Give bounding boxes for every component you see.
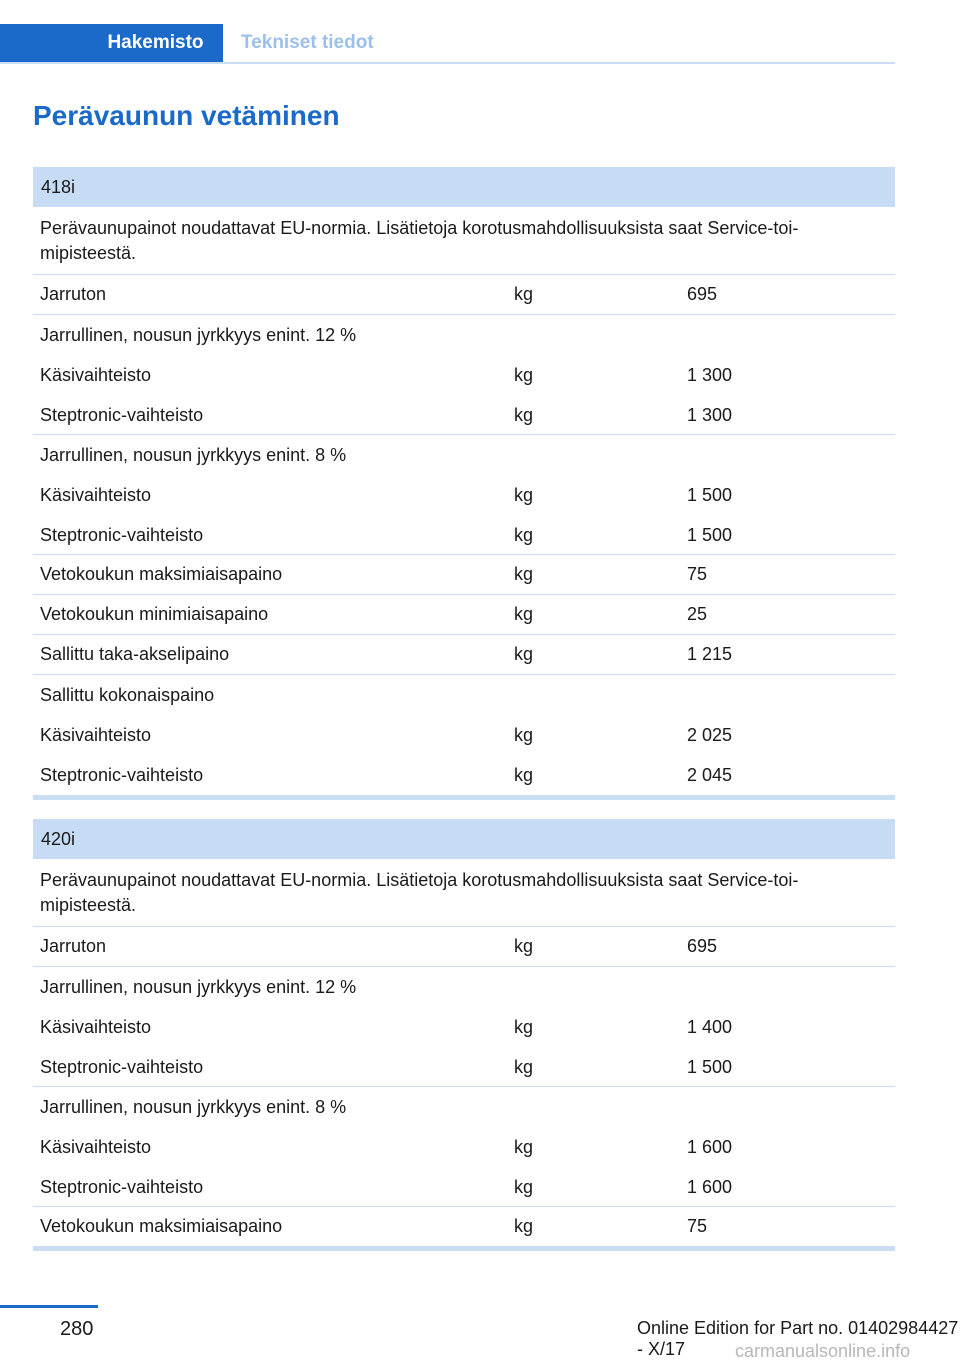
row-unit: kg: [514, 644, 534, 664]
top-navigation: [0, 24, 895, 64]
row-unit: kg: [514, 1017, 534, 1037]
table-row: [33, 635, 895, 675]
row-label: Steptronic-vaihteisto: [40, 405, 204, 425]
row-unit: kg: [514, 1177, 534, 1197]
row-label: Steptronic-vaihteisto: [40, 1177, 204, 1197]
table-row: [33, 555, 895, 595]
row-label: Steptronic-vaihteisto: [40, 765, 204, 785]
table-row: [33, 395, 895, 435]
row-label: Sallittu taka-akselipaino: [40, 644, 230, 664]
table-row: [33, 675, 895, 715]
row-label: Käsivaihteisto: [40, 725, 152, 745]
spec-table-420i: [33, 819, 895, 1251]
edition-note: Online Edition for Part no. 01402984427 - X/17: [637, 1318, 959, 1359]
row-value: 695: [687, 936, 718, 956]
table-row: [33, 435, 895, 475]
row-label: Vetokoukun maksimiaisapaino: [40, 1216, 283, 1236]
row-value: 2 025: [687, 725, 733, 745]
row-unit: kg: [514, 284, 534, 304]
table-row: [33, 1047, 895, 1087]
table-model-header: 420i: [33, 819, 895, 859]
table-row: [33, 475, 895, 515]
row-label: Käsivaihteisto: [40, 1017, 152, 1037]
row-unit: kg: [514, 1216, 534, 1236]
spec-table-418i: [33, 167, 895, 800]
row-label: Jarrullinen, nousun jyrkkyys enint. 12 %: [40, 977, 357, 997]
row-unit: kg: [514, 765, 534, 785]
table-row: [33, 927, 895, 967]
table-end-rule: [33, 1246, 895, 1251]
row-label: Jarruton: [40, 284, 107, 304]
table-row: [33, 967, 895, 1007]
footer-accent-line: [0, 1305, 98, 1308]
table-row: [33, 1127, 895, 1167]
table-note: Perävaunupainot noudattavat EU-normia. Lisätietoja korotusmahdollisuuksista saat Service-toi-mipisteestä.: [33, 207, 895, 275]
row-unit: kg: [514, 936, 534, 956]
table-note: Perävaunupainot noudattavat EU-normia. Lisätietoja korotusmahdollisuuksista saat Service-toi-mipisteestä.: [33, 859, 895, 927]
row-value: 1 500: [687, 485, 733, 505]
row-label: Steptronic-vaihteisto: [40, 525, 204, 545]
table-row: [33, 1007, 895, 1047]
row-value: 1 600: [687, 1177, 733, 1197]
table-row: [33, 715, 895, 755]
row-value: 1 215: [687, 644, 733, 664]
row-unit: kg: [514, 405, 534, 425]
page-number: 280: [60, 1318, 94, 1340]
row-label: Jarrullinen, nousun jyrkkyys enint. 8 %: [40, 1097, 347, 1117]
row-label: Käsivaihteisto: [40, 1137, 152, 1157]
table-end-rule: [33, 795, 895, 800]
table-row: [33, 1167, 895, 1207]
row-unit: kg: [514, 525, 534, 545]
table-row: [33, 355, 895, 395]
row-value: 1 500: [687, 1057, 733, 1077]
row-unit: kg: [514, 564, 534, 584]
row-unit: kg: [514, 1137, 534, 1157]
row-value: 695: [687, 284, 718, 304]
row-unit: kg: [514, 604, 534, 624]
row-value: 1 300: [687, 405, 733, 425]
row-value: 1 600: [687, 1137, 733, 1157]
row-value: 1 500: [687, 525, 733, 545]
row-unit: kg: [514, 365, 534, 385]
watermark: carmanualsonline.info: [735, 1341, 911, 1361]
row-value: 75: [687, 1216, 708, 1236]
row-label: Käsivaihteisto: [40, 365, 152, 385]
row-value: 1 400: [687, 1017, 733, 1037]
row-value: 75: [687, 564, 708, 584]
table-model-header: 418i: [33, 167, 895, 207]
row-label: Jarrullinen, nousun jyrkkyys enint. 8 %: [40, 445, 347, 465]
table-row: [33, 1207, 895, 1246]
tab-hakemisto[interactable]: Hakemisto: [88, 24, 223, 62]
table-row: [33, 275, 895, 315]
row-label: Vetokoukun maksimiaisapaino: [40, 564, 283, 584]
table-row: [33, 755, 895, 795]
nav-accent-strip: [0, 24, 88, 62]
row-label: Jarrullinen, nousun jyrkkyys enint. 12 %: [40, 325, 357, 345]
page-title: Perävaunun vetäminen: [33, 100, 340, 131]
row-label: Jarruton: [40, 936, 107, 956]
tab-tekniset-tiedot[interactable]: Tekniset tiedot: [241, 32, 374, 53]
row-label: Vetokoukun minimiaisapaino: [40, 604, 269, 624]
table-row: [33, 515, 895, 555]
row-label: Käsivaihteisto: [40, 485, 152, 505]
table-row: [33, 595, 895, 635]
row-value: 2 045: [687, 765, 733, 785]
row-label: Steptronic-vaihteisto: [40, 1057, 204, 1077]
row-unit: kg: [514, 725, 534, 745]
table-row: [33, 1087, 895, 1127]
row-value: 1 300: [687, 365, 733, 385]
row-label: Sallittu kokonaispaino: [40, 685, 215, 705]
row-unit: kg: [514, 1057, 534, 1077]
table-row: [33, 315, 895, 355]
row-unit: kg: [514, 485, 534, 505]
row-value: 25: [687, 604, 708, 624]
